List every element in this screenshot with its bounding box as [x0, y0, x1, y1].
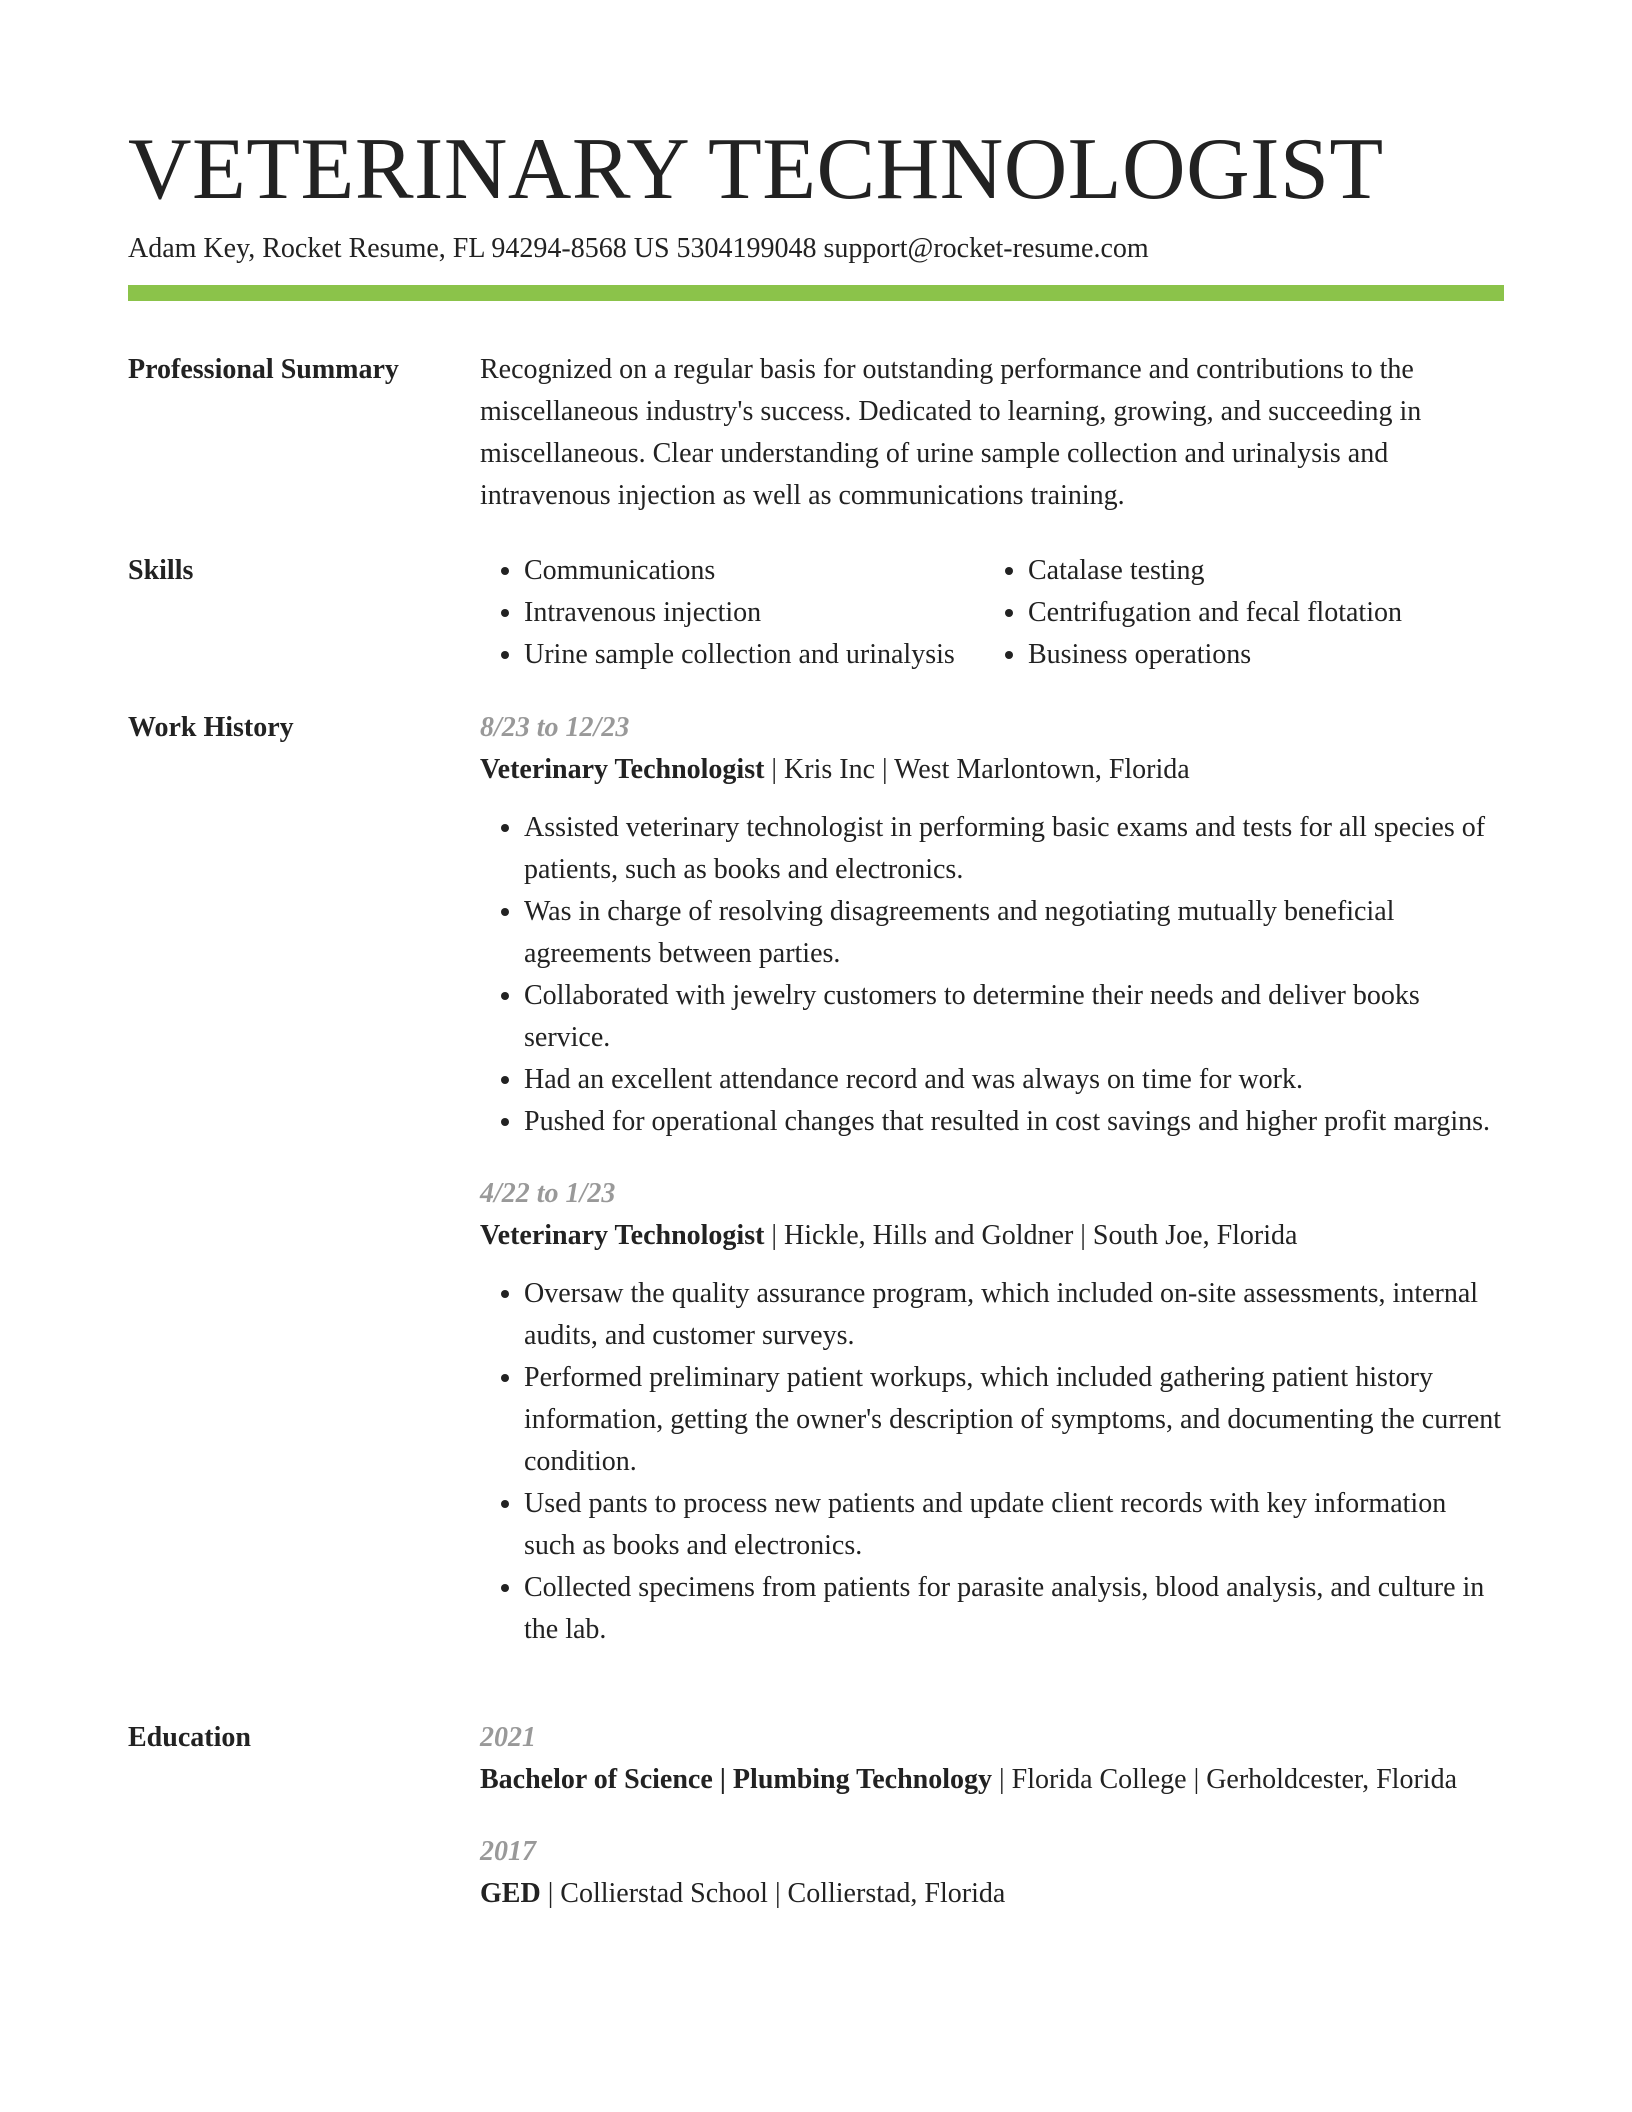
education-line [480, 1873, 1504, 1915]
work-history-heading: Work History [128, 712, 294, 743]
skill-item: • Catalase testing [1028, 550, 1548, 592]
job-details: | Hickle, Hills and Goldner | South Joe, Florida [764, 1220, 1298, 1251]
job-bullet: • Had an excellent attendance record and was always on time for work. [524, 1059, 1504, 1101]
job-details: | Kris Inc | West Marlontown, Florida [764, 754, 1190, 785]
education-year: 2021 [480, 1722, 536, 1753]
job-bullets [480, 807, 1504, 1143]
job-role: Veterinary Technologist [480, 754, 765, 785]
summary-text: Recognized on a regular basis for outstanding performance and contributions to the miscellaneous industry's success. Dedicated to learning, growing, and succeeding in miscellaneous. Clear understanding of urine sample collection and urinalysis and intravenous injection as well as communications training. [480, 354, 1422, 511]
job-bullets [480, 1273, 1504, 1651]
education-year: 2017 [480, 1836, 536, 1867]
job-bullet: • Oversaw the quality assurance program, which included on-site assessments, internal audits, and customer surveys. [524, 1273, 1504, 1357]
job-title-line [480, 1215, 1504, 1257]
skill-item: • Business operations [1028, 634, 1548, 676]
job-bullet: • Performed preliminary patient workups, which included gathering patient history information, getting the owner's description of symptoms, and documenting the current condition. [524, 1357, 1504, 1483]
contact-line: Adam Key, Rocket Resume, FL 94294-8568 US 5304199048 support@rocket-resume.com [128, 233, 1149, 264]
education-heading: Education [128, 1722, 251, 1753]
job-dates: 4/22 to 1/23 [480, 1178, 616, 1209]
education-details: | Collierstad School | Collierstad, Florida [540, 1878, 1006, 1909]
education-entry [480, 1717, 1504, 1801]
education-line [480, 1759, 1504, 1801]
summary-heading: Professional Summary [128, 354, 399, 385]
education-degree: Bachelor of Science | Plumbing Technology [480, 1764, 993, 1795]
job-bullet: • Assisted veterinary technologist in performing basic exams and tests for all species of patients, such as books and electronics. [524, 807, 1504, 891]
job-title-line [480, 749, 1504, 791]
education-entry [480, 1831, 1504, 1915]
accent-divider [128, 285, 1504, 301]
skill-item: • Urine sample collection and urinalysis [524, 634, 984, 676]
job-bullet: • Used pants to process new patients and update client records with key information such as books and electronics. [524, 1483, 1504, 1567]
skill-item: • Communications [524, 550, 984, 592]
job-entry [480, 707, 1504, 1143]
skills-list [480, 550, 1504, 676]
education-degree: GED [480, 1878, 541, 1909]
job-entry [480, 1173, 1504, 1651]
education-details: | Florida College | Gerholdcester, Florida [992, 1764, 1457, 1795]
skill-item: • Centrifugation and fecal flotation [1028, 592, 1548, 634]
job-bullet: • Was in charge of resolving disagreements and negotiating mutually beneficial agreements between parties. [524, 891, 1504, 975]
job-bullet: • Pushed for operational changes that resulted in cost savings and higher profit margins. [524, 1101, 1504, 1143]
job-bullet: • Collaborated with jewelry customers to determine their needs and deliver books service. [524, 975, 1504, 1059]
job-role: Veterinary Technologist [480, 1220, 765, 1251]
resume-title: VETERINARY TECHNOLOGIST [128, 121, 1384, 218]
skills-heading: Skills [128, 555, 194, 586]
skill-item: • Intravenous injection [524, 592, 984, 634]
job-dates: 8/23 to 12/23 [480, 712, 630, 743]
job-bullet: • Collected specimens from patients for parasite analysis, blood analysis, and culture in the lab. [524, 1567, 1504, 1651]
